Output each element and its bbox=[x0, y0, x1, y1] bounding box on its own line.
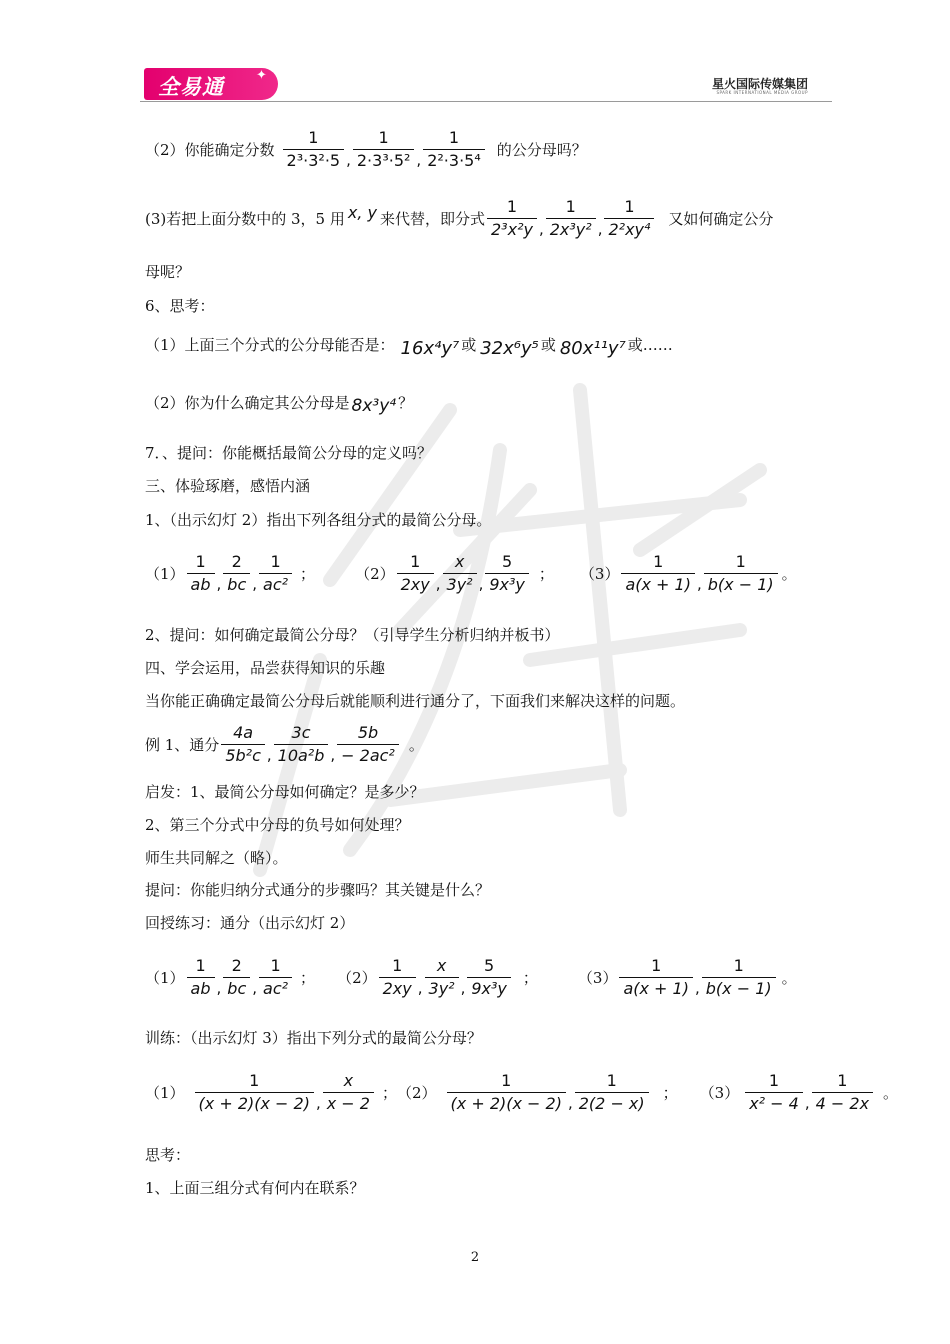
fraction-numerator: x bbox=[436, 956, 447, 975]
fraction-numerator: 1 bbox=[733, 956, 744, 975]
comma: , bbox=[567, 1094, 573, 1112]
candidate-denominator: 16x⁴y⁷ bbox=[400, 338, 460, 359]
item-end: ； bbox=[300, 969, 316, 987]
fraction bbox=[323, 1071, 374, 1114]
fraction-denominator: bc bbox=[223, 573, 250, 595]
question-2-row bbox=[145, 128, 587, 171]
item-end: ； bbox=[381, 1084, 397, 1102]
comma: , bbox=[435, 575, 441, 593]
question-2-text: （2）你能确定分数 bbox=[145, 141, 275, 159]
page-header bbox=[140, 66, 832, 102]
or-text: 或 bbox=[540, 336, 556, 354]
fraction-denominator: (x + 2)(x − 2) bbox=[195, 1092, 314, 1114]
fraction-denominator: ac² bbox=[259, 977, 292, 999]
question-3-text-b: 来代替，即分式 bbox=[379, 210, 485, 228]
comma: , bbox=[460, 979, 466, 997]
fraction-numerator: 1 bbox=[378, 128, 389, 147]
fraction-numerator: x bbox=[454, 552, 465, 571]
item-label: （3） bbox=[579, 565, 620, 583]
header-divider bbox=[140, 101, 832, 102]
fraction-numerator: 1 bbox=[249, 1071, 260, 1090]
fraction-numerator: 1 bbox=[448, 128, 460, 147]
comma: , bbox=[694, 979, 700, 997]
item-label: （3） bbox=[577, 969, 618, 987]
fraction-denominator: 2²xy⁴ bbox=[604, 218, 654, 240]
comma: , bbox=[346, 151, 351, 169]
fraction-numerator: 2 bbox=[231, 956, 242, 975]
comma: , bbox=[216, 575, 222, 593]
fraction-denominator: x² − 4 bbox=[745, 1092, 803, 1114]
fraction-denominator: 2·3³·5² bbox=[353, 149, 415, 171]
think-heading: 思考： bbox=[145, 1146, 191, 1164]
item-label: （1） bbox=[145, 565, 185, 583]
logo-star-icon: ✦ bbox=[256, 68, 267, 83]
fraction-denominator: ac² bbox=[259, 573, 292, 595]
fraction bbox=[546, 197, 596, 240]
item-end: ； bbox=[300, 565, 316, 583]
fraction-numerator: x bbox=[343, 1071, 354, 1090]
intro-paragraph: 当你能正确确定最简公分母后就能顺利进行通分了，下面我们来解决这样的问题。 bbox=[145, 692, 686, 710]
think-6-q2-text: （2）你为什么确定其公分母是 bbox=[145, 393, 350, 412]
comma: , bbox=[416, 151, 422, 169]
fraction-denominator: 2x³y² bbox=[546, 218, 596, 240]
fraction-denominator: b(x − 1) bbox=[702, 977, 776, 999]
fraction bbox=[443, 552, 477, 595]
fraction-numerator: 1 bbox=[837, 1071, 848, 1090]
fraction-denominator: 10a²b bbox=[274, 744, 329, 766]
question-3-row bbox=[145, 197, 773, 240]
fraction-denominator: 5b²c bbox=[221, 744, 265, 766]
fraction-denominator: (x + 2)(x − 2) bbox=[447, 1092, 566, 1114]
fraction bbox=[283, 128, 345, 171]
fraction-numerator: 3c bbox=[291, 723, 311, 742]
fraction bbox=[702, 956, 776, 999]
comma: , bbox=[478, 575, 484, 593]
fraction-denominator: 2xy bbox=[379, 977, 416, 999]
example-1-text: 例 1、通分 bbox=[145, 736, 220, 754]
comma: , bbox=[597, 220, 603, 238]
comma: , bbox=[330, 746, 336, 764]
fraction-denominator: ab bbox=[187, 573, 215, 595]
item-end: ； bbox=[522, 969, 538, 987]
question-3-continuation: 母呢？ bbox=[145, 263, 191, 281]
fraction-denominator: 9x³y bbox=[467, 977, 511, 999]
fraction bbox=[353, 128, 415, 171]
fraction-numerator: 1 bbox=[270, 552, 281, 571]
fraction bbox=[745, 1071, 803, 1114]
fraction-denominator: 3y² bbox=[443, 573, 477, 595]
solve-note: 师生共同解之（略）。 bbox=[145, 849, 288, 867]
think-6-q1-text: （1）上面三个分式的公分母能否是： bbox=[145, 336, 395, 354]
example-1-end: 。 bbox=[408, 736, 424, 754]
question-3-text: (3)若把上面分数中的 3，5 用 bbox=[145, 210, 345, 228]
fraction-denominator: 4 − 2x bbox=[812, 1092, 873, 1114]
item-end: ； bbox=[662, 1084, 678, 1102]
fraction-numerator: 1 bbox=[653, 552, 664, 571]
example-1-row bbox=[145, 723, 424, 766]
fraction bbox=[485, 552, 529, 595]
slide-2-instruction: 1、（出示幻灯 2）指出下列各组分式的最简公分母。 bbox=[145, 511, 492, 529]
fraction-numerator: 5b bbox=[357, 723, 379, 742]
publisher-subtitle: SPARK INTERNATIONAL MEDIA GROUP bbox=[716, 90, 808, 95]
fraction bbox=[619, 956, 693, 999]
fraction bbox=[467, 956, 511, 999]
fraction-numerator: 1 bbox=[270, 956, 281, 975]
item-end: 。 bbox=[781, 565, 797, 583]
fraction-numerator: 1 bbox=[768, 1071, 780, 1090]
think-6-q1-row bbox=[145, 330, 673, 359]
fraction bbox=[195, 1071, 314, 1114]
item-label: （2） bbox=[397, 1084, 437, 1102]
fraction-denominator: a(x + 1) bbox=[619, 977, 693, 999]
fraction-numerator: 1 bbox=[195, 552, 206, 571]
fraction-numerator: 1 bbox=[501, 1071, 512, 1090]
fraction-numerator: 1 bbox=[308, 128, 319, 147]
fraction bbox=[337, 723, 399, 766]
or-ellipsis: 或…… bbox=[627, 336, 673, 354]
comma: , bbox=[696, 575, 702, 593]
item-label: （3） bbox=[699, 1084, 740, 1102]
fraction-denominator: − 2ac² bbox=[337, 744, 399, 766]
comma: , bbox=[538, 220, 544, 238]
fraction bbox=[575, 1071, 649, 1114]
fraction-denominator: 2(2 − x) bbox=[575, 1092, 649, 1114]
fraction bbox=[812, 1071, 873, 1114]
fraction-numerator: 1 bbox=[195, 956, 206, 975]
section-4-heading: 四、学会运用，品尝获得知识的乐趣 bbox=[145, 659, 386, 677]
question-2-ending: 的公分母吗？ bbox=[496, 141, 587, 159]
fraction-denominator: 2³·3²·5 bbox=[283, 149, 345, 171]
logo-text: 全易通 bbox=[158, 75, 224, 99]
hint-2: 2、第三个分式中分母的负号如何处理？ bbox=[145, 816, 410, 834]
variables: x, y bbox=[347, 203, 377, 222]
fraction-denominator: bc bbox=[223, 977, 250, 999]
fraction-numerator: 1 bbox=[506, 197, 518, 216]
fraction bbox=[259, 956, 292, 999]
comma: , bbox=[252, 575, 258, 593]
item-end: 。 bbox=[781, 969, 797, 987]
comma: , bbox=[804, 1094, 810, 1112]
or-text: 或 bbox=[461, 336, 477, 354]
item-label: （1） bbox=[145, 1084, 185, 1102]
question-3-text-c: 又如何确定公分 bbox=[668, 210, 774, 228]
question-steps: 提问：你能归纳分式通分的步骤吗？其关键是什么？ bbox=[145, 881, 491, 899]
think-6-q2-row bbox=[145, 388, 413, 416]
exercise-group-c bbox=[145, 1071, 898, 1114]
fraction-numerator: 1 bbox=[735, 552, 746, 571]
section-3-heading: 三、体验琢磨，感悟内涵 bbox=[145, 477, 311, 495]
fraction bbox=[447, 1071, 566, 1114]
fraction bbox=[259, 552, 292, 595]
logo bbox=[144, 68, 278, 100]
fraction bbox=[221, 723, 265, 766]
fraction-denominator: 2³x²y bbox=[487, 218, 537, 240]
fraction bbox=[487, 197, 537, 240]
fraction bbox=[397, 552, 434, 595]
fraction-numerator: 2 bbox=[231, 552, 242, 571]
comma: , bbox=[216, 979, 222, 997]
fraction-denominator: b(x − 1) bbox=[704, 573, 778, 595]
fraction bbox=[223, 552, 250, 595]
item-label: （2） bbox=[355, 565, 395, 583]
fraction-denominator: x − 2 bbox=[323, 1092, 374, 1114]
item-label: （1） bbox=[145, 969, 185, 987]
item-end: 。 bbox=[883, 1084, 899, 1102]
fraction-denominator: ab bbox=[187, 977, 215, 999]
think-question-1: 1、上面三组分式有何内在联系？ bbox=[145, 1179, 365, 1197]
answer-denominator: 8x³y⁴ bbox=[351, 396, 397, 416]
fraction-denominator: a(x + 1) bbox=[621, 573, 695, 595]
candidate-denominator: 80x¹¹y⁷ bbox=[559, 338, 626, 359]
fraction bbox=[425, 956, 459, 999]
page-number: 2 bbox=[470, 1250, 480, 1265]
fraction bbox=[187, 956, 215, 999]
comma: , bbox=[315, 1094, 321, 1112]
item-label: （2） bbox=[337, 969, 377, 987]
fraction bbox=[379, 956, 416, 999]
candidate-denominator: 32x⁶y⁵ bbox=[480, 338, 539, 359]
fraction-numerator: 1 bbox=[392, 956, 403, 975]
fraction bbox=[604, 197, 654, 240]
fraction-numerator: 5 bbox=[484, 956, 495, 975]
training-heading: 训练：（出示幻灯 3）指出下列分式的最简公分母？ bbox=[145, 1029, 482, 1047]
fraction-denominator: 2xy bbox=[397, 573, 434, 595]
fraction-numerator: 5 bbox=[502, 552, 513, 571]
fraction-numerator: 1 bbox=[565, 197, 576, 216]
exercise-group-b bbox=[145, 956, 797, 999]
fraction-denominator: 2²·3·5⁴ bbox=[423, 149, 485, 171]
fraction-numerator: 1 bbox=[410, 552, 421, 571]
fraction bbox=[223, 956, 250, 999]
publisher-name: 星火国际传媒集团 bbox=[711, 77, 808, 91]
fraction bbox=[704, 552, 778, 595]
comma: , bbox=[252, 979, 258, 997]
hint-1: 启发：1、最简公分母如何确定？是多少？ bbox=[145, 783, 425, 801]
comma: , bbox=[417, 979, 423, 997]
fraction bbox=[274, 723, 329, 766]
fraction-denominator: 3y² bbox=[425, 977, 459, 999]
fraction-numerator: 4a bbox=[233, 723, 254, 742]
fraction-numerator: 1 bbox=[606, 1071, 617, 1090]
think-6-title: 6、思考： bbox=[145, 297, 215, 315]
fraction-denominator: 9x³y bbox=[485, 573, 529, 595]
fraction-numerator: 1 bbox=[624, 197, 635, 216]
question-7: 7．、提问：你能概括最简公分母的定义吗？ bbox=[145, 444, 433, 462]
item-end: ； bbox=[538, 565, 554, 583]
exercise-group-a bbox=[145, 552, 797, 595]
fraction bbox=[187, 552, 215, 595]
fraction bbox=[621, 552, 695, 595]
fraction-numerator: 1 bbox=[651, 956, 662, 975]
fraction bbox=[423, 128, 485, 171]
comma: , bbox=[266, 746, 272, 764]
question-how-to-determine: 2、提问：如何确定最简公分母？（引导学生分析归纳并板书） bbox=[145, 626, 560, 644]
practice-heading: 回授练习：通分（出示幻灯 2） bbox=[145, 914, 355, 932]
question-mark: ？ bbox=[398, 393, 414, 412]
